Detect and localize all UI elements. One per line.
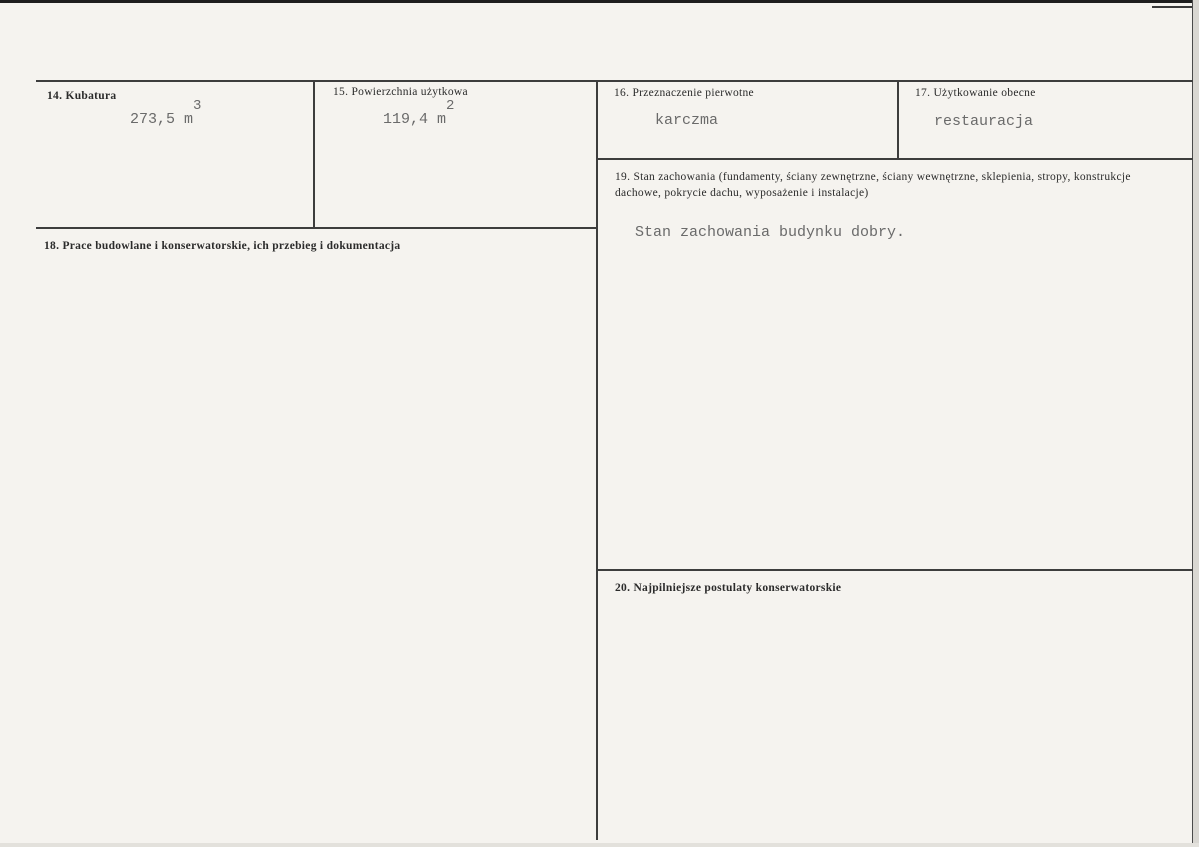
field-17-value: restauracja (934, 113, 1034, 130)
field-14-label: 14. Kubatura (47, 90, 117, 102)
divider-14-15 (313, 80, 315, 228)
field-18-label: 18. Prace budowlane i konserwatorskie, ich przebieg i dokumentacja (44, 240, 401, 252)
field-15-label: 15. Powierzchnia użytkowa (333, 86, 468, 98)
field-20-label: 20. Najpilniejsze postulaty konserwatorskie (615, 582, 842, 594)
divider-16-17 (897, 80, 899, 159)
field-17-label: 17. Użytkowanie obecne (915, 87, 1036, 99)
field-14-exponent: 3 (193, 98, 202, 114)
rule-under-16-17 (596, 158, 1193, 160)
rule-above-20 (596, 569, 1193, 571)
right-edge (1193, 0, 1199, 847)
field-16-value: karczma (655, 112, 719, 129)
top-rule (36, 80, 1193, 82)
field-15-value: 119,4 m (383, 111, 447, 128)
bottom-edge (0, 843, 1199, 847)
rule-under-14-15 (36, 227, 598, 229)
top-edge (0, 0, 1199, 3)
field-19-label: 19. Stan zachowania (fundamenty, ściany zewnętrzne, ściany wewnętrzne, sklepienia, stropy, konstrukcje dachowe, pokrycie dachu, wyposażenie i instalacje) (615, 171, 1131, 199)
field-14-value: 273,5 m (130, 111, 194, 128)
divider-left-right (596, 80, 598, 840)
field-16-label: 16. Przeznaczenie pierwotne (614, 87, 754, 99)
field-19-value: Stan zachowania budynku dobry. (635, 224, 906, 241)
field-15-exponent: 2 (446, 98, 455, 114)
